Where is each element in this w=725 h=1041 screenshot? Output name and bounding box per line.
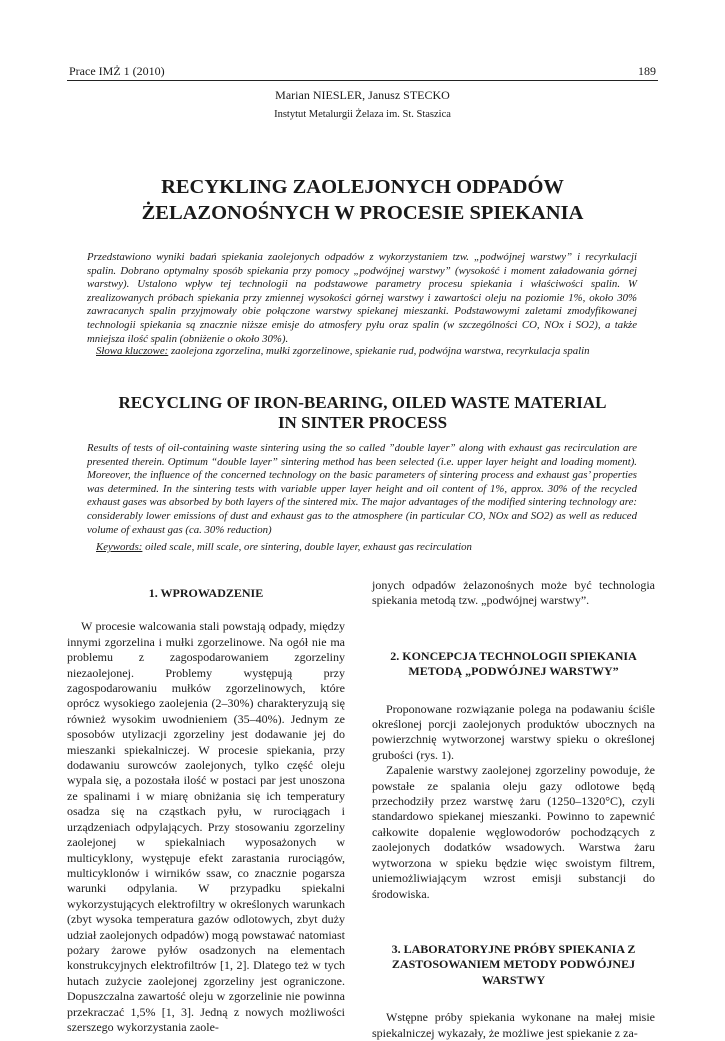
- keywords-english-label: Keywords:: [96, 541, 143, 553]
- abstract-polish: Przedstawiono wyniki badań spiekania zaolejonych odpadów z wykorzystaniem tzw. „podwójnej warstwy” i recyrkulacji spalin. Dobrano optymalny sposób spiekania przy pomocy „podwójnej warstwy” (wysokość i moment załadowania górnej warstwy). Ustalono wpływ tej technologii na podstawowe parametry procesu spiekania i właściwości spalin. W zrealizowanych próbach spiekania przy zmiennej wysokości górnej warstwy i zawartości oleju na poziomie 1%, około 30% zawracanych spalin przyjmowały obie połączone warstwy spiekanej mieszanki. Podstawowymi zaletami zmodyfikowanej technologii spiekania są znacznie niższe emisje do atmosfery pyłu oraz spalin (w szczególności CO, NOx i SO2), a także mniejsza ilość spalin (obniżenie o około 30%).: [87, 251, 637, 345]
- right-column: [372, 578, 655, 1041]
- section2-paragraph2: Zapalenie warstwy zaolejonej zgorzeliny powoduje, że powstałe ze spalania oleju gazy odlotowe będą przechodziły przez warstwę żaru (1250–1320°C), czyli standardowo spiekanej mieszanki. Powinno to zapewnić całkowite dopalenie węglowodorów pochodzących z zaolejonych dodatków wsadowych. Warstwa żaru wytworzona w spieku będzie więc swoistym filtrem, uniemożliwiającym wzrost emisji substancji do środowiska.: [372, 763, 655, 901]
- left-column: [67, 578, 345, 1035]
- authors: Marian NIESLER, Janusz STECKO: [275, 88, 450, 102]
- title-polish-line1: RECYKLING ZAOLEJONYCH ODPADÓW: [161, 176, 564, 198]
- section1-continuation: jonych odpadów żelazonośnych może być technologia spiekania metodą tzw. „podwójnej warstwy”.: [372, 578, 655, 608]
- institution: Instytut Metalurgii Żelaza im. St. Staszica: [274, 109, 451, 120]
- header-rule: [67, 80, 658, 81]
- section1-heading: 1. WPROWADZENIE: [148, 586, 264, 600]
- abstract-english: Results of tests of oil-containing waste sintering using the so called ”double layer” along with exhaust gas recirculation are presented therein. Optimum “double layer” sintering method has been selected (i.e. upper layer height and loading moment). Moreover, the influence of the concerned technology on the basic parameters of sintering process and exhaust gas’ properties was determined. In the sintering tests with variable upper layer height and oil content of 1%, approx. 30% of the recycled exhaust gases was absorbed by both layers of the sintered mix. The major advantages of the modified sintering technology are: considerably lower emissions of dust and exhaust gas to the atmosphere (in particular CO, NOx and SO2) as well as reduced volume of exhaust gas (ca. 30% reduction): [87, 442, 637, 536]
- page-number: 189: [638, 64, 656, 78]
- section2-paragraph1: Proponowane rozwiązanie polega na podawaniu ściśle określonej porcji zaolejonych produktów ubocznych na powierzchnię wytworzonej warstwy spieku o określonej grubości (rys. 1).: [372, 701, 655, 762]
- title-polish-line2: ŻELAZONOŚNYCH W PROCESIE SPIEKANIA: [141, 202, 584, 224]
- keywords-polish-text: zaolejona zgorzelina, mułki zgorzelinowe, spiekanie rud, podwójna warstwa, recyrkulacja spalin: [170, 345, 590, 357]
- journal-name: Prace IMŻ 1 (2010): [69, 64, 165, 78]
- keywords-polish: [96, 344, 641, 358]
- title-polish: [100, 174, 625, 226]
- title-english-line2: IN SINTER PROCESS: [277, 413, 448, 432]
- keywords-polish-label: Słowa kluczowe:: [96, 345, 169, 357]
- title-english: [100, 393, 625, 433]
- section1-paragraph: W procesie walcowania stali powstają odpady, między innymi zgorzelina i mułki zgorzelinowe. Na ogół nie ma problemu z zagospodarowaniem zgorzeliny niezaolejonej. Problemy występują przy zagospodarowaniu mułków zgorzelinowych, które oprócz wysokiego zaolejenia (2–30%) charakteryzują się również wysokim uwodnieniem (35–40%). Jednym ze sposobów utylizacji zgorzeliny jest dodawanie jej do mieszanki spiekalniczej. W procesie spiekania, przy dodawaniu surowców zaolejonych, tylko część oleju wypala się, a pozostała ilość w postaci par jest unoszona ze spalinami i w miarę obniżania się ich temperatury osadza się na cząstkach pyłu, w rurociągach i urządzeniach odpylających. Przy stosowaniu zgorzeliny zaolejonej w spiekalniach wyposażonych w multicyklony, występuje efekt zarastania rurociągów, multicyklonów i wirników ssaw, co znacznie pogarsza warunki odpylania. W przypadku spiekalni wykorzystujących elektrofiltry w określonych warunkach (zbyt wysoka temperatura gazów odlotowych, zbyt duży udział zaolejonych odpadów) mogą powstawać natomiast pożary żarowe pyłów osadzonych na elementach konstrukcyjnych elektrofiltrów [1, 2]. Dlatego też w tych hutach zużycie zaolejonej zgorzeliny jest ograniczone. Dopuszczalna zawartość oleju w zgorzelinie nie powinna przekraczać 1,5% [1, 3]. Jedną z nowych możliwości szerszego wykorzystania zaole-: [67, 619, 345, 1034]
- title-english-line1: RECYCLING OF IRON-BEARING, OILED WASTE MATERIAL: [118, 393, 607, 412]
- section3-heading: 3. LABORATORYJNE PRÓBY SPIEKANIA Z ZASTOSOWANIEM METODY PODWÓJNEJ WARSTWY: [391, 941, 636, 987]
- section3-paragraph1: Wstępne próby spiekania wykonane na małej misie spiekalniczej wykazały, że możliwe jest spiekanie z za-: [372, 1010, 655, 1040]
- section2-heading: 2. KONCEPCJA TECHNOLOGII SPIEKANIA METODĄ „PODWÓJNEJ WARSTWY”: [390, 648, 637, 679]
- keywords-english: [96, 540, 641, 554]
- keywords-english-text: oiled scale, mill scale, ore sintering, double layer, exhaust gas recirculation: [145, 541, 472, 553]
